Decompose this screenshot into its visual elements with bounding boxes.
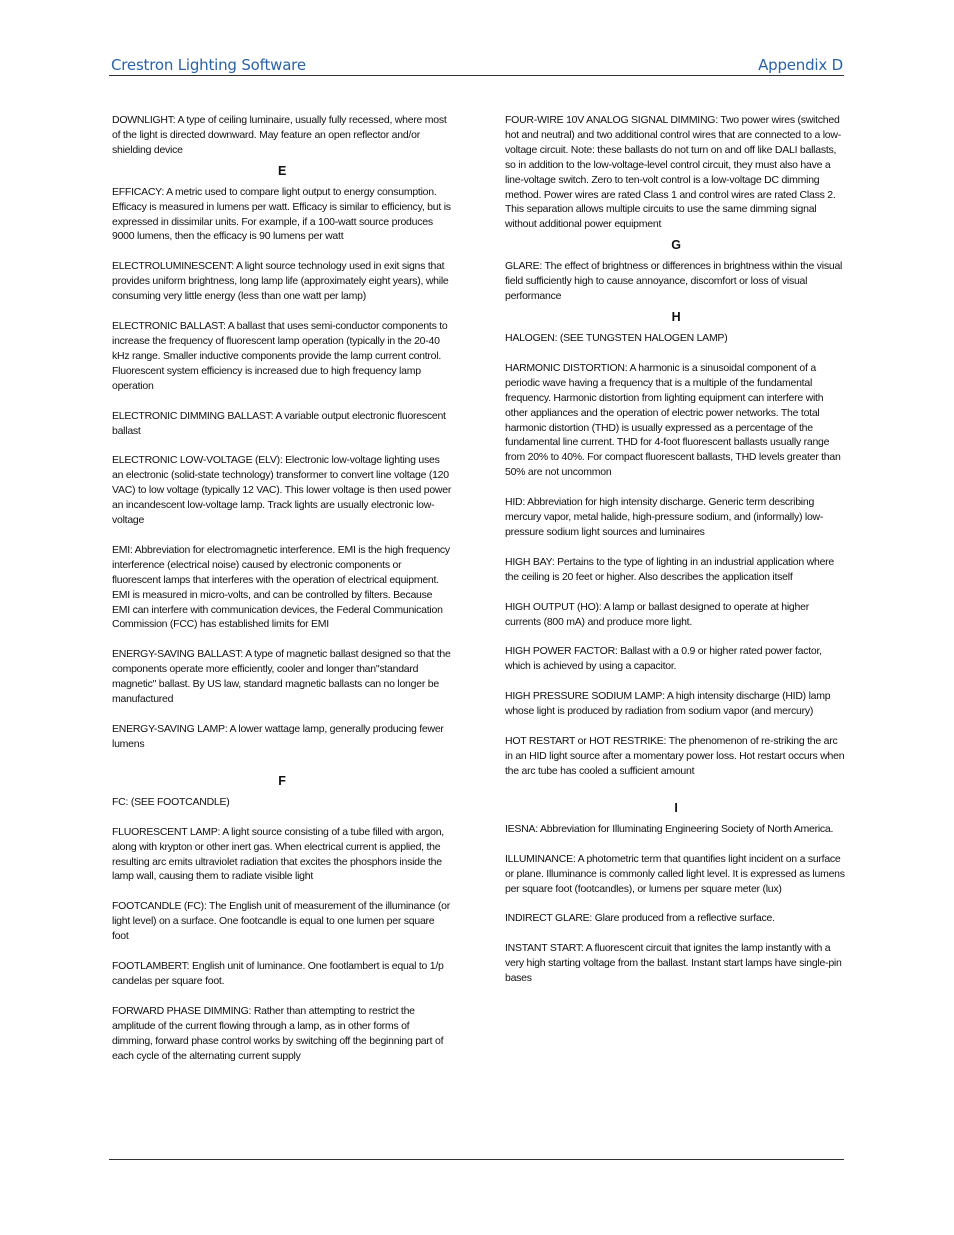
glossary-entry-energy-saving-lamp: ENERGY-SAVING LAMP: A lower wattage lamp, generally producing fewer lumens (112, 723, 444, 750)
glossary-entry-harmonic-distortion: HARMONIC DISTORTION: A harmonic is a sinusoidal component of a periodic wave having a frequency that is a multiple of the fundamental frequency. Harmonic distortion from lighting equipment can interfere with other appliances and the operation of electric power networks. The total harmonic distortion (THD) is usually expressed as a percentage of the fundamental line current. THD for 4-foot fluorescent ballasts usually range from 20% to 40%. For compact fluorescent ballasts, THD levels greater than 50% are not uncommon (505, 361, 841, 479)
section-letter-e: E (277, 163, 287, 178)
glossary-entry-downlight: DOWNLIGHT: A type of ceiling luminaire, usually fully recessed, where most of the light is directed downward. May feature an open reflector and/or shielding device (112, 114, 447, 156)
glossary-entry-elv: ELECTRONIC LOW-VOLTAGE (ELV): Electronic low-voltage lighting uses an electronic (solid-state technology) transformer to convert line voltage (120 VAC) to low voltage (typically 12 VAC). This lower voltage is then used power an incandescent low-voltage lamp. Track lights are usually electronic low-voltage (112, 454, 452, 527)
glossary-entry-electronic-dimming-ballast: ELECTRONIC DIMMING BALLAST: A variable output electronic fluorescent ballast (112, 409, 446, 437)
right-column (505, 113, 847, 1001)
glossary-entry-hot-restart: HOT RESTART or HOT RESTRIKE: The phenomenon of re-striking the arc in an HID light source after a momentary power loss. Hot restart occurs when the arc tube has cooled a sufficient amount (505, 735, 845, 777)
glossary-entry-indirect-glare: INDIRECT GLARE: Glare produced from a reflective surface. (505, 912, 775, 925)
header-section: Appendix D (758, 56, 843, 74)
section-letter-i: I (674, 800, 678, 815)
header-divider (109, 75, 844, 76)
glossary-entry-glare: GLARE: The effect of brightness or differences in brightness within the visual field sufficiently high to cause annoyance, discomfort or loss of visual performance (505, 260, 843, 303)
glossary-entry-efficacy: EFFICACY: A metric used to compare light output to energy consumption. Efficacy is measured in lumens per watt. Efficacy is similar to efficiency, but is expressed in dissimilar units. For example, if a 100-watt source produces 9000 lumens, then the efficacy is 90 lumens per watt (112, 185, 451, 243)
glossary-entry-halogen: HALOGEN: (SEE TUNGSTEN HALOGEN LAMP) (505, 331, 728, 344)
glossary-entry-electronic-ballast: ELECTRONIC BALLAST: A ballast that uses semi-conductor components to increase the frequency of fluorescent lamp operation (typically in the 20-40 kHz range. Smaller inductive components provide the lamp current control. Fluorescent system efficiency is increased due to high frequency lamp operation (112, 320, 448, 392)
glossary-entry-iesna: IESNA: Abbreviation for Illuminating Engineering Society of North America. (505, 822, 834, 835)
glossary-entry-high-output: HIGH OUTPUT (HO): A lamp or ballast designed to operate at higher currents (800 mA) and produce more light. (505, 600, 809, 628)
section-letter-f: F (278, 773, 286, 788)
glossary-entry-illuminance: ILLUMINANCE: A photometric term that quantifies light incident on a surface or plane. Illuminance is commonly called light level. It is expressed as lumens per square foot (footcandles), or lumens per square meter (lux) (505, 852, 845, 895)
glossary-entry-instant-start: INSTANT START: A fluorescent circuit that ignites the lamp instantly with a very high starting voltage from the ballast. Instant start lamps have single-pin bases (505, 942, 842, 985)
glossary-entry-footcandle: FOOTCANDLE (FC): The English unit of measurement of the illuminance (or light level) on a surface. One footcandle is equal to one lumen per square foot (112, 900, 451, 943)
glossary-entry-electroluminescent: ELECTROLUMINESCENT: A light source technology used in exit signs that provides uniform brightness, long lamp life (approximately eight years), while consuming very little energy (less than one watt per lamp) (112, 260, 449, 303)
footer-divider (109, 1159, 844, 1160)
glossary-entry-high-pressure-sodium: HIGH PRESSURE SODIUM LAMP: A high intensity discharge (HID) lamp whose light is produced by radiation from sodium vapor (and mercury) (505, 690, 831, 718)
glossary-entry-high-power-factor: HIGH POWER FACTOR: Ballast with a 0.9 or higher rated power factor, which is achieved by using a capacitor. (505, 645, 822, 673)
section-letter-g: G (671, 238, 681, 253)
glossary-entry-forward-phase-dimming: FORWARD PHASE DIMMING: Rather than attempting to restrict the amplitude of the current flowing through a lamp, as in other forms of dimming, forward phase control works by switching off the beginning part of each cycle of the alternating current supply (112, 1004, 444, 1062)
glossary-entry-footlambert: FOOTLAMBERT: English unit of luminance. One footlambert is equal to 1/p candelas per square foot. (112, 960, 444, 987)
glossary-entry-fluorescent-lamp: FLUORESCENT LAMP: A light source consisting of a tube filled with argon, along with krypton or other inert gas. When electrical current is applied, the resulting arc emits ultraviolet radiation that excites the phosphors inside the lamp wall, causing them to radiate visible light (112, 825, 444, 883)
section-letter-h: H (671, 309, 681, 324)
glossary-entry-fc: FC: (SEE FOOTCANDLE) (112, 795, 230, 808)
glossary-entry-emi: EMI: Abbreviation for electromagnetic interference. EMI is the high frequency interference (electrical noise) caused by electronic components or fluorescent lamps that interferes with the operation of electrical equipment. EMI is measured in micro-volts, and can be controlled by filters. Because EMI can interfere with communication devices, the Federal Communication Commission (FCC) has established limits for EMI (112, 543, 450, 631)
glossary-entry-energy-saving-ballast: ENERGY-SAVING BALLAST: A type of magnetic ballast designed so that the components operate more efficiently, cooler and longer than"standard magnetic" ballast. By US law, standard magnetic ballasts can no longer be manufactured (112, 648, 451, 706)
glossary-entry-high-bay: HIGH BAY: Pertains to the type of lighting in an industrial application where the ceiling is 20 feet or higher. Also describes the application itself (505, 555, 834, 583)
glossary-entry-four-wire: FOUR-WIRE 10V ANALOG SIGNAL DIMMING: Two power wires (switched hot and neutral) and two additional control wires that are connected to a low-voltage circuit. Note: these ballasts do not turn on and off like DALI ballasts, so in addition to the low-voltage-level control circuit, they must also have a line-voltage switch. Zero to ten-volt control is a low-voltage DC dimming method. Power wires are rated Class 1 and control wires are rated Class 2. This separation allows multiple circuits to use the same dimming signal without additional power equipment (505, 114, 841, 231)
left-column (112, 113, 452, 1079)
glossary-entry-hid: HID: Abbreviation for high intensity discharge. Generic term describing mercury vapor, metal halide, high-pressure sodium, and (informally) low-pressure sodium light sources and luminaires (505, 496, 824, 538)
header-title: Crestron Lighting Software (111, 56, 306, 74)
